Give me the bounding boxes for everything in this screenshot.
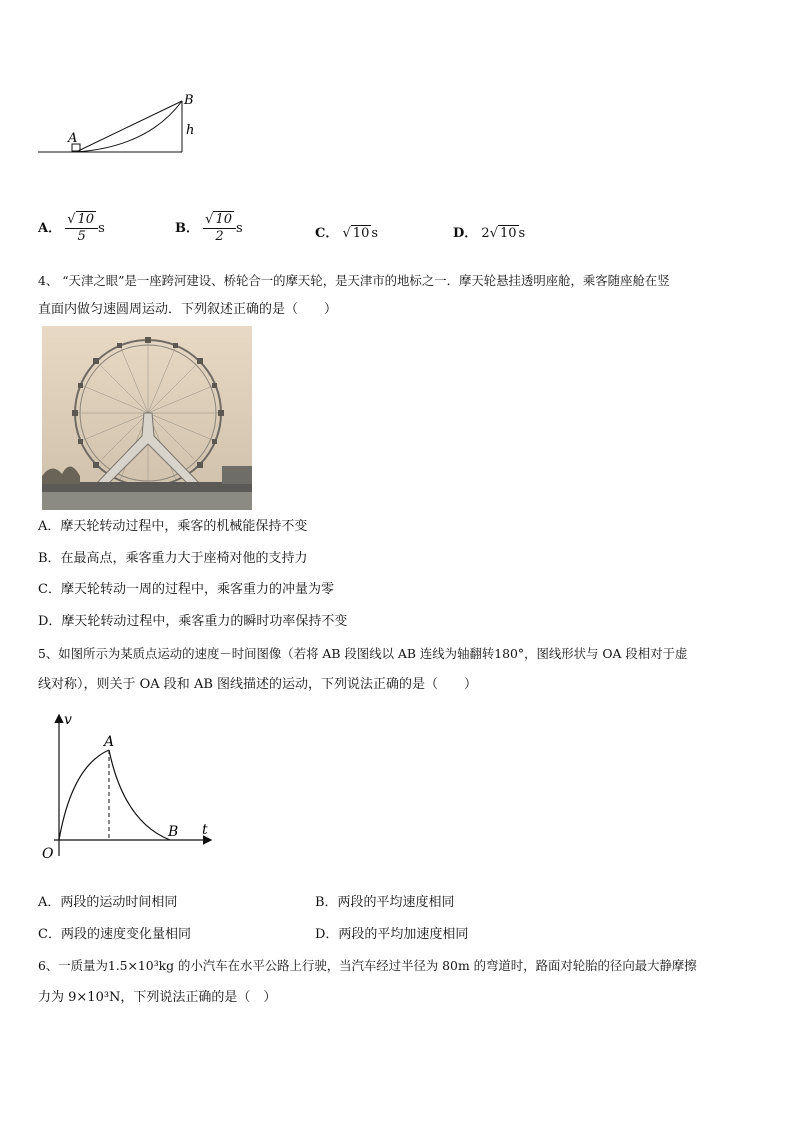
sqrt-icon: √ bbox=[342, 226, 351, 241]
q5-option-a[interactable]: A．两段的运动时间相同 bbox=[38, 895, 178, 910]
q3-option-b[interactable]: B． $\frac{√ 10}{2}$ s bbox=[175, 212, 243, 244]
sqrt-icon: √ bbox=[67, 212, 76, 227]
curve-OA bbox=[59, 750, 109, 840]
q4-stem-line1: 4、 “天津之眼”是一座跨河建设、桥轮合一的摩天轮，是天津市的地标之一．摩天轮悬挂透明座舱，乘客随座舱在竖 bbox=[38, 273, 670, 288]
q5-stem-line2: 线对称），则关于 OA 段和 AB 图线描述的运动，下列说法正确的是（ ） bbox=[38, 677, 478, 692]
sqrt-icon: √ bbox=[205, 212, 214, 227]
option-label: C． bbox=[315, 226, 339, 241]
curve-AB bbox=[109, 750, 170, 840]
q6-stem-line2: 力为 9×10³N，下列说法正确的是（ ） bbox=[38, 990, 277, 1005]
label-v: v bbox=[64, 712, 72, 728]
q5-option-c[interactable]: C．两段的速度变化量相同 bbox=[38, 927, 191, 942]
option-label: A． bbox=[38, 221, 62, 236]
incline-figure bbox=[38, 92, 208, 158]
label-t: t bbox=[202, 822, 208, 838]
label-B: B bbox=[168, 824, 179, 840]
q5-option-d[interactable]: D．两段的平均加速度相同 bbox=[315, 927, 469, 942]
option-label: D． bbox=[453, 226, 478, 241]
q3-option-a[interactable]: A． $\frac{√ 10}{5}$ s bbox=[38, 212, 105, 244]
q3-option-d[interactable]: D． 2√ 10 s bbox=[453, 226, 526, 241]
ferris-wheel-photo bbox=[42, 326, 252, 510]
q4-option-b[interactable]: B．在最高点，乘客重力大于座椅对他的支持力 bbox=[38, 551, 308, 566]
velocity-time-graph bbox=[38, 706, 218, 864]
label-h: h bbox=[186, 123, 195, 138]
q4-stem-line2: 直面内做匀速圆周运动．下列叙述正确的是（ ） bbox=[38, 302, 338, 317]
fraction: $\frac{√ 10}{2}$ bbox=[203, 212, 236, 245]
label-A: A bbox=[104, 734, 115, 750]
q4-option-a[interactable]: A．摩天轮转动过程中，乘客的机械能保持不变 bbox=[38, 519, 308, 534]
label-A: A bbox=[68, 131, 78, 146]
q3-option-c[interactable]: C． √ 10 s bbox=[315, 226, 379, 241]
q4-option-c[interactable]: C．摩天轮转动一周的过程中，乘客重力的冲量为零 bbox=[38, 582, 334, 597]
q5-stem-line1: 5、如图所示为某质点运动的速度－时间图像（若将 AB 段图线以 AB 连线为轴翻转180°，图线形状与 OA 段相对于虚 bbox=[38, 646, 688, 661]
label-B: B bbox=[184, 93, 194, 108]
q4-option-d[interactable]: D．摩天轮转动过程中，乘客重力的瞬时功率保持不变 bbox=[38, 614, 348, 629]
q5-option-b[interactable]: B．两段的平均速度相同 bbox=[315, 895, 455, 910]
q6-stem-line1: 6、一质量为1.5×10³kg 的小汽车在水平公路上行驶，当汽车经过半径为 80m 的弯道时，路面对轮胎的径向最大静摩擦 bbox=[38, 958, 697, 973]
option-label: B． bbox=[175, 221, 199, 236]
fraction: $\frac{√ 10}{5}$ bbox=[65, 212, 98, 245]
label-O: O bbox=[42, 846, 54, 862]
sqrt-icon: √ bbox=[489, 226, 498, 241]
straight-incline bbox=[76, 101, 182, 152]
